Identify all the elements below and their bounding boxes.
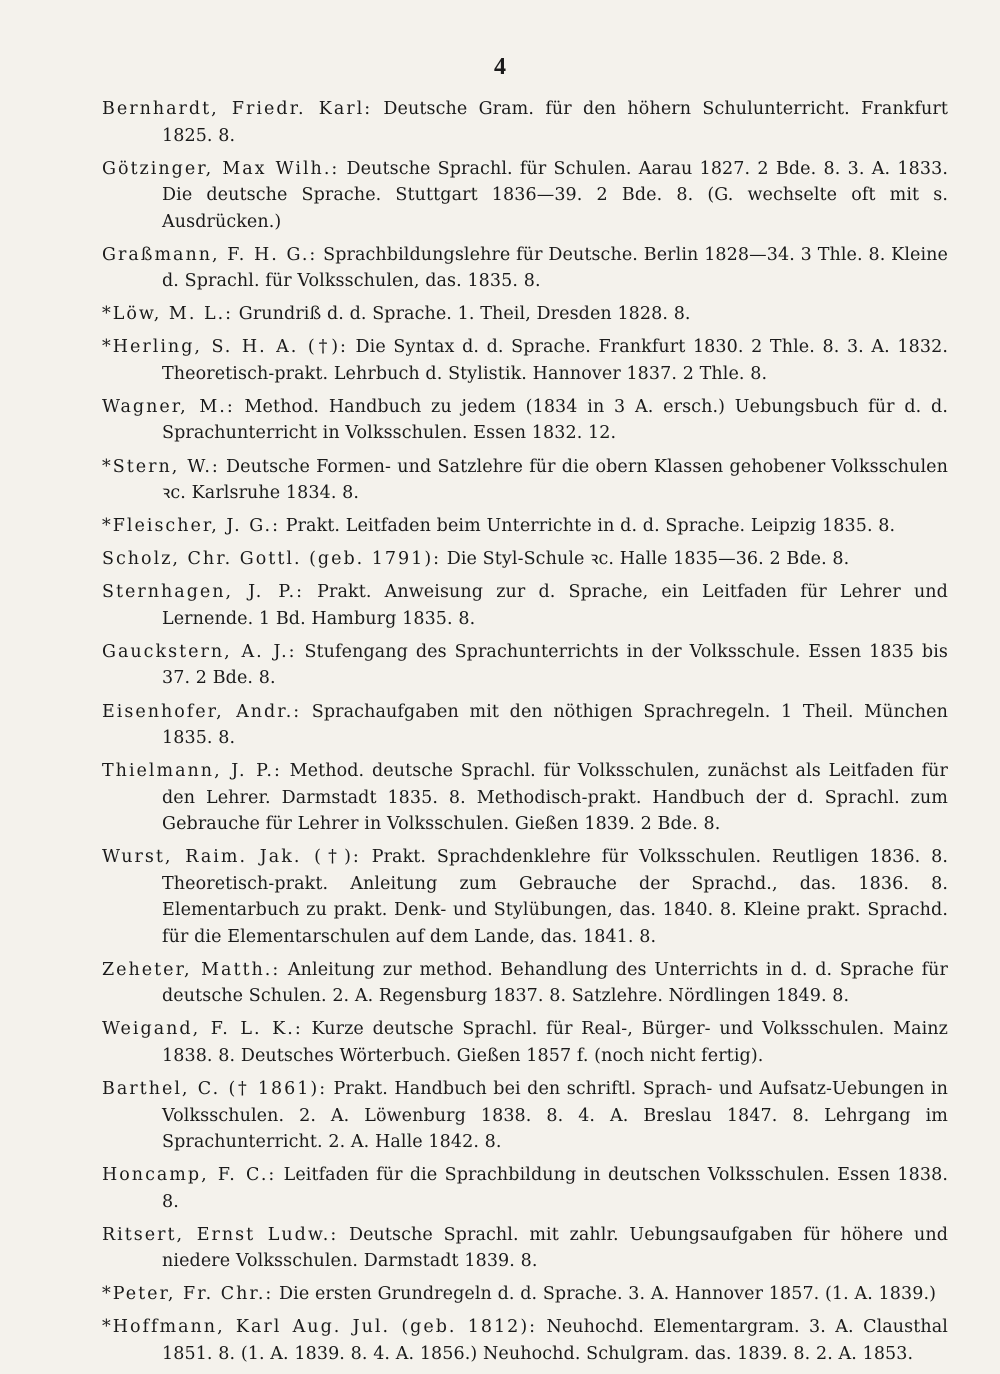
entry-author: *Löw, M. L.:	[102, 304, 234, 325]
entry-text: Deutsche Formen- und Satzlehre für die obern Klassen gehobener Volksschulen ꝛc. Karlsruhe 1834. 8.	[162, 456, 948, 504]
entry-author: Scholz, Chr. Gottl. (geb. 1791):	[102, 549, 442, 570]
bibliography-entry	[102, 957, 948, 1010]
bibliography-entry	[102, 301, 948, 328]
entry-text: Die ersten Grundregeln d. d. Sprache. 3. A. Hannover 1857. (1. A. 1839.)	[279, 1284, 937, 1305]
entry-text: Deutsche Gram. für den höhern Schulunterricht. Frankfurt 1825. 8.	[162, 99, 948, 146]
bibliography-entry	[102, 394, 948, 447]
entry-author: Ritsert, Ernst Ludw.:	[102, 1224, 339, 1245]
bibliography-entry	[102, 1222, 948, 1275]
entry-author: Gauckstern, A. J.:	[102, 641, 297, 662]
entry-text: Die Styl-Schule ꝛc. Halle 1835—36. 2 Bde. 8.	[446, 549, 850, 570]
entry-text: Kurze deutsche Sprachl. für Real-, Bürger- und Volksschulen. Mainz 1838. 8. Deutsches Wörterbuch. Gießen 1857 f. (noch nicht fertig).	[162, 1019, 948, 1066]
bibliography-entry	[102, 758, 948, 838]
entry-text: Anleitung zur method. Behandlung des Unterrichts in d. d. Sprache für deutsche Schulen. 2. A. Regensburg 1837. 8. Satzlehre. Nördlingen 1849. 8.	[162, 959, 948, 1007]
entry-text: Method. Handbuch zu jedem (1834 in 3 A. ersch.) Uebungsbuch für d. d. Sprachunterricht in Volksschulen. Essen 1832. 12.	[162, 396, 948, 444]
bibliography-entry	[102, 844, 948, 950]
bibliography-entry	[102, 1281, 948, 1308]
bibliography-entry	[102, 454, 948, 507]
entry-text: Prakt. Leitfaden beim Unterrichte in d. d. Sprache. Leipzig 1835. 8.	[285, 516, 896, 537]
bibliography-entry	[102, 639, 948, 692]
entry-text: Sprachaufgaben mit den nöthigen Sprachregeln. 1 Theil. München 1835. 8.	[162, 701, 948, 749]
entry-author: Honcamp, F. C.:	[102, 1165, 277, 1186]
bibliography-entry	[102, 1076, 948, 1156]
entry-author: *Herling, S. H. A. (†):	[102, 337, 348, 358]
entry-author: Thielmann, J. P.:	[102, 761, 282, 782]
entry-author: Wagner, M.:	[102, 396, 235, 417]
entry-author: Graßmann, F. H. G.:	[102, 244, 318, 265]
bibliography-entry	[102, 96, 948, 149]
bibliography-entry	[102, 1162, 948, 1215]
page-number: 4	[494, 54, 506, 80]
entry-author: Weigand, F. L. K.:	[102, 1019, 303, 1040]
entry-text: Deutsche Sprachl. für Schulen. Aarau 1827. 2 Bde. 8. 3. A. 1833. Die deutsche Sprache. Stuttgart 1836—39. 2 Bde. 8. (G. wechselte oft mit s. Ausdrücken.)	[162, 158, 948, 232]
bibliography-list	[102, 96, 948, 1374]
entry-text: Sprachbildungslehre für Deutsche. Berlin 1828—34. 3 Thle. 8. Kleine d. Sprachl. für Volksschulen, das. 1835. 8.	[162, 244, 949, 292]
bibliography-entry	[102, 579, 948, 632]
entry-author: *Stern, W.:	[102, 456, 220, 477]
entry-text: Prakt. Anweisung zur d. Sprache, ein Leitfaden für Lehrer und Lernende. 1 Bd. Hamburg 1835. 8.	[162, 582, 948, 629]
entry-text: Method. deutsche Sprachl. für Volksschulen, zunächst als Leitfaden für den Lehrer. Darmstadt 1835. 8. Methodisch-prakt. Handbuch der d. Sprachl. zum Gebrauche für Lehrer in Volksschulen. Gießen 1839. 2 Bde. 8.	[162, 761, 948, 835]
entry-author: Sternhagen, J. P.:	[102, 582, 305, 603]
entry-text: Die Syntax d. d. Sprache. Frankfurt 1830. 2 Thle. 8. 3. A. 1832. Theoretisch-prakt. Lehrbuch d. Stylistik. Hannover 1837. 2 Thle. 8.	[162, 337, 948, 384]
entry-text: Stufengang des Sprachunterrichts in der Volksschule. Essen 1835 bis 37. 2 Bde. 8.	[162, 641, 948, 689]
bibliography-entry	[102, 546, 948, 573]
entry-text: Neuhochd. Elementargram. 3. A. Clausthal 1851. 8. (1. A. 1839. 8. 4. A. 1856.) Neuhochd. Schulgram. das. 1839. 8. 2. A. 1853.	[162, 1317, 948, 1364]
entry-text: Deutsche Sprachl. mit zahlr. Uebungsaufgaben für höhere und niedere Volksschulen. Darmstadt 1839. 8.	[162, 1224, 948, 1272]
bibliography-entry	[102, 513, 948, 540]
entry-author: *Fleischer, J. G.:	[102, 516, 281, 537]
bibliography-entry	[102, 699, 948, 752]
entry-text: Prakt. Sprachdenklehre für Volksschulen. Reutligen 1836. 8. Theoretisch-prakt. Anleitung zum Gebrauche der Sprachd., das. 1836. 8. Elementarbuch zu prakt. Denk- und Stylübungen, das. 1840. 8. Kleine prakt. Sprachd. für die Elementarschulen auf dem Lande, das. 1841. 8.	[162, 847, 948, 947]
entry-author: Bernhardt, Friedr. Karl:	[102, 99, 373, 119]
entry-author: *Peter, Fr. Chr.:	[102, 1284, 274, 1305]
bibliography-entry	[102, 1314, 948, 1367]
bibliography-entry	[102, 242, 948, 295]
entry-text: Leitfaden für die Sprachbildung in deutschen Volksschulen. Essen 1838. 8.	[162, 1165, 948, 1212]
entry-author: Barthel, C. († 1861):	[102, 1079, 328, 1099]
bibliography-entry	[102, 1016, 948, 1069]
entry-author: Zeheter, Matth.:	[102, 959, 281, 980]
entry-author: Wurst, Raim. Jak. (†):	[102, 847, 361, 868]
entry-text: Grundriß d. d. Sprache. 1. Theil, Dresden 1828. 8.	[238, 304, 691, 325]
entry-author: *Hoffmann, Karl Aug. Jul. (geb. 1812):	[102, 1317, 538, 1338]
entry-text: Prakt. Handbuch bei den schriftl. Sprach- und Aufsatz-Uebungen in Volksschulen. 2. A. Löwenburg 1838. 8. 4. A. Breslau 1847. 8. Lehrgang im Sprachunterricht. 2. A. Halle 1842. 8.	[162, 1079, 948, 1152]
bibliography-entry	[102, 156, 948, 236]
entry-author: Götzinger, Max Wilh.:	[102, 158, 340, 179]
bibliography-entry	[102, 334, 948, 387]
entry-author: Eisenhofer, Andr.:	[102, 701, 302, 722]
